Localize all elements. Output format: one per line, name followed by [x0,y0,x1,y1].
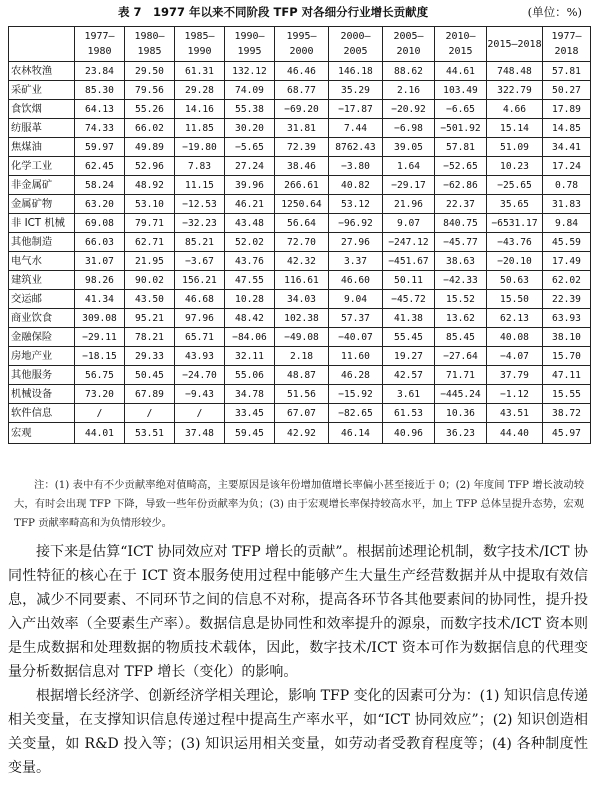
sector-name-cell: 机械设备 [9,385,75,404]
value-cell: 31.07 [75,252,125,271]
value-cell: −29.11 [75,328,125,347]
value-cell: −1.12 [487,385,543,404]
table-row [9,252,591,271]
value-cell: 51.09 [487,138,543,157]
value-cell: 15.70 [543,347,591,366]
value-cell: 46.28 [329,366,383,385]
column-header: 1980—1985 [125,27,175,62]
value-cell: −5.65 [225,138,275,157]
table-row [9,100,591,119]
value-cell: 47.11 [543,366,591,385]
value-cell: 840.75 [435,214,487,233]
table-row [9,157,591,176]
value-cell: 42.32 [275,252,329,271]
value-cell: 14.16 [175,100,225,119]
column-header: 2015—2018 [487,27,543,62]
column-header: 2000—2005 [329,27,383,62]
sector-name-cell: 宏观 [9,423,75,444]
value-cell: −451.67 [383,252,435,271]
value-cell: 37.48 [175,423,225,444]
value-cell: 53.12 [329,195,383,214]
value-cell: −4.07 [487,347,543,366]
value-cell: 55.38 [225,100,275,119]
value-cell: 59.45 [225,423,275,444]
sector-name-cell: 食饮烟 [9,100,75,119]
value-cell: 37.79 [487,366,543,385]
value-cell: 11.60 [329,347,383,366]
value-cell: 21.95 [125,252,175,271]
value-cell: 116.61 [275,271,329,290]
value-cell: 51.56 [275,385,329,404]
value-cell: 63.20 [75,195,125,214]
table-row [9,195,591,214]
value-cell: −84.06 [225,328,275,347]
value-cell: 9.04 [329,290,383,309]
value-cell: 53.10 [125,195,175,214]
column-header: 1990—1995 [225,27,275,62]
value-cell: 62.02 [543,271,591,290]
value-cell: 11.15 [175,176,225,195]
value-cell: 74.33 [75,119,125,138]
value-cell: 10.23 [487,157,543,176]
value-cell: 95.21 [125,309,175,328]
value-cell: 62.71 [125,233,175,252]
value-cell: 61.31 [175,62,225,81]
table-row [9,328,591,347]
value-cell: 38.46 [275,157,329,176]
column-header: 1995—2000 [275,27,329,62]
table-row [9,385,591,404]
value-cell: 66.02 [125,119,175,138]
value-cell: 41.34 [75,290,125,309]
value-cell: 45.97 [543,423,591,444]
body-paragraph: 接下来是估算“ICT 协同效应对 TFP 增长的贡献”。根据前述理论机制，数字技术/ICT 协同性特征的核心在于 ICT 资本服务使用过程中能够产生大量生产经营数据并从中提取有效信息，减少不同要素、不同环节之间的信息不对称，提高各环节各其他要素间的协同性，提升投入产出效率（全要素生产率）。数据信息是协同性和效率提升的源泉，而数字技术/ICT 资本则是生成数据和处理数据的物质技术载体，因此，数字技术/ICT 资本可作为数据信息的代理变量分析数据信息对 TFP 增长（变化）的影响。 [8,544,588,680]
sector-name-cell: 其他服务 [9,366,75,385]
value-cell: 57.81 [435,138,487,157]
body-paragraph: 根据增长经济学、创新经济学相关理论，影响 TFP 变化的因素可分为：(1) 知识信息传递相关变量，在支撑知识信息传递过程中提高生产率水平，如“ICT 协同效应”；(2) 知识创造相关变量，如 R&D 投入等；(3) 知识运用相关变量，如劳动者受教育程度等；(4) 各种制度性变量。 [8,688,588,776]
value-cell: 63.93 [543,309,591,328]
value-cell: 9.07 [383,214,435,233]
value-cell: 50.27 [543,81,591,100]
value-cell: −17.87 [329,100,383,119]
table-unit: (单位：%) [527,5,582,19]
value-cell: 2.16 [383,81,435,100]
value-cell: −49.08 [275,328,329,347]
value-cell: 23.84 [75,62,125,81]
value-cell: 34.03 [275,290,329,309]
value-cell: 15.14 [487,119,543,138]
value-cell: 85.30 [75,81,125,100]
value-cell: 46.21 [225,195,275,214]
sector-name-cell: 电气水 [9,252,75,271]
value-cell: 67.07 [275,404,329,423]
value-cell: 55.06 [225,366,275,385]
value-cell: 58.24 [75,176,125,195]
table-row [9,81,591,100]
sector-name-cell: 金属矿物 [9,195,75,214]
value-cell: −19.80 [175,138,225,157]
column-header: 2005—2010 [383,27,435,62]
value-cell: 48.92 [125,176,175,195]
value-cell: 146.18 [329,62,383,81]
sector-name-cell: 其他制造 [9,233,75,252]
value-cell: 39.05 [383,138,435,157]
value-cell: 11.85 [175,119,225,138]
value-cell: 69.08 [75,214,125,233]
value-cell: −6531.17 [487,214,543,233]
value-cell: 17.49 [543,252,591,271]
value-cell: 43.76 [225,252,275,271]
value-cell: 61.53 [383,404,435,423]
table-row [9,366,591,385]
value-cell: −27.64 [435,347,487,366]
table-row [9,290,591,309]
value-cell: 65.71 [175,328,225,347]
value-cell: 35.65 [487,195,543,214]
table-row [9,119,591,138]
value-cell: 34.78 [225,385,275,404]
value-cell: 31.83 [543,195,591,214]
value-cell: 35.29 [329,81,383,100]
table-row [9,138,591,157]
value-cell: 9.84 [543,214,591,233]
table-row [9,233,591,252]
value-cell: 52.02 [225,233,275,252]
value-cell: 322.79 [487,81,543,100]
value-cell: 10.28 [225,290,275,309]
value-cell: 31.81 [275,119,329,138]
value-cell: 50.11 [383,271,435,290]
value-cell: 29.50 [125,62,175,81]
value-cell: 7.44 [329,119,383,138]
value-cell: 15.55 [543,385,591,404]
value-cell: −52.65 [435,157,487,176]
value-cell: 43.50 [125,290,175,309]
value-cell: 102.38 [275,309,329,328]
value-cell: 40.08 [487,328,543,347]
value-cell: −25.65 [487,176,543,195]
value-cell: 17.24 [543,157,591,176]
value-cell: 8762.43 [329,138,383,157]
value-cell: 49.89 [125,138,175,157]
value-cell: 79.71 [125,214,175,233]
value-cell: 748.48 [487,62,543,81]
table-header-row [9,27,591,62]
value-cell: −501.92 [435,119,487,138]
value-cell: 2.18 [275,347,329,366]
sector-name-cell: 非金属矿 [9,176,75,195]
table-row [9,423,591,444]
value-cell: −18.15 [75,347,125,366]
value-cell: 64.13 [75,100,125,119]
table-row [9,309,591,328]
value-cell: 71.71 [435,366,487,385]
value-cell: −29.17 [383,176,435,195]
value-cell: 97.96 [175,309,225,328]
value-cell: 48.87 [275,366,329,385]
table-row [9,404,591,423]
value-cell: 7.83 [175,157,225,176]
value-cell: −20.10 [487,252,543,271]
value-cell: −9.43 [175,385,225,404]
value-cell: 55.26 [125,100,175,119]
value-cell: 39.96 [225,176,275,195]
value-cell: −445.24 [435,385,487,404]
value-cell: 62.45 [75,157,125,176]
value-cell: −15.92 [329,385,383,404]
sector-name-cell: 房地产业 [9,347,75,366]
tfp-contribution-table [8,26,591,444]
sector-name-cell: 化学工业 [9,157,75,176]
value-cell: 43.48 [225,214,275,233]
value-cell: 132.12 [225,62,275,81]
column-header: 1977—1980 [75,27,125,62]
value-cell: 47.55 [225,271,275,290]
value-cell: 46.60 [329,271,383,290]
table-row [9,62,591,81]
value-cell: 44.61 [435,62,487,81]
value-cell: −62.86 [435,176,487,195]
sector-name-cell: 商业饮食 [9,309,75,328]
value-cell: 46.14 [329,423,383,444]
sector-name-cell: 建筑业 [9,271,75,290]
value-cell: −6.65 [435,100,487,119]
value-cell: 38.63 [435,252,487,271]
value-cell: 79.56 [125,81,175,100]
table-row [9,176,591,195]
value-cell: 30.20 [225,119,275,138]
value-cell: 40.96 [383,423,435,444]
value-cell: 42.57 [383,366,435,385]
value-cell: 55.45 [383,328,435,347]
value-cell: 85.21 [175,233,225,252]
sector-name-cell: 金融保险 [9,328,75,347]
value-cell: 13.62 [435,309,487,328]
sector-name-cell: 焦煤油 [9,138,75,157]
value-cell: 32.11 [225,347,275,366]
table-title: 表 7 1977 年以来不同阶段 TFP 对各细分行业增长贡献度 [118,5,429,19]
value-cell: / [125,404,175,423]
value-cell: 45.59 [543,233,591,252]
value-cell: 15.52 [435,290,487,309]
value-cell: −12.53 [175,195,225,214]
value-cell: 309.08 [75,309,125,328]
value-cell: 22.37 [435,195,487,214]
value-cell: −45.72 [383,290,435,309]
value-cell: 50.45 [125,366,175,385]
value-cell: 266.61 [275,176,329,195]
value-cell: 72.70 [275,233,329,252]
value-cell: 57.37 [329,309,383,328]
value-cell: 48.42 [225,309,275,328]
value-cell: 34.41 [543,138,591,157]
value-cell: 38.10 [543,328,591,347]
value-cell: / [175,404,225,423]
value-cell: 4.66 [487,100,543,119]
table-row [9,271,591,290]
value-cell: 46.46 [275,62,329,81]
value-cell: −43.76 [487,233,543,252]
value-cell: 50.63 [487,271,543,290]
value-cell: −32.23 [175,214,225,233]
table-row [9,347,591,366]
table-body [9,62,591,444]
value-cell: 62.13 [487,309,543,328]
value-cell: 78.21 [125,328,175,347]
value-cell: 27.96 [329,233,383,252]
value-cell: 46.68 [175,290,225,309]
value-cell: 21.96 [383,195,435,214]
value-cell: 0.78 [543,176,591,195]
value-cell: 15.50 [487,290,543,309]
value-cell: 38.72 [543,404,591,423]
value-cell: / [75,404,125,423]
sector-name-cell: 交运邮 [9,290,75,309]
value-cell: −6.98 [383,119,435,138]
table-note: 注：(1) 表中有不少贡献率绝对值畸高，主要原因是该年份增加值增长率偏小甚至接近于 0；(2) 年度间 TFP 增长波动较大，有时会出现 TFP 下降，导致一些年份贡献率为负；(3) 由于宏观增长率保持较高水平，加上 TFP 总体呈提升态势，宏观 TFP 贡献率畸高和为负情形较少。 [14,479,584,529]
sector-name-cell: 采矿业 [9,81,75,100]
header-corner-cell [9,27,75,62]
value-cell: 19.27 [383,347,435,366]
column-header: 1977—2018 [543,27,591,62]
value-cell: 43.51 [487,404,543,423]
value-cell: 40.82 [329,176,383,195]
value-cell: 90.02 [125,271,175,290]
value-cell: 1250.64 [275,195,329,214]
table-row [9,214,591,233]
value-cell: 3.61 [383,385,435,404]
value-cell: 3.37 [329,252,383,271]
column-header: 1985—1990 [175,27,225,62]
value-cell: 36.23 [435,423,487,444]
value-cell: −20.92 [383,100,435,119]
value-cell: 29.28 [175,81,225,100]
value-cell: 41.38 [383,309,435,328]
value-cell: −69.20 [275,100,329,119]
value-cell: 57.81 [543,62,591,81]
value-cell: 43.93 [175,347,225,366]
value-cell: −82.65 [329,404,383,423]
sector-name-cell: 软件信息 [9,404,75,423]
value-cell: 56.75 [75,366,125,385]
value-cell: 44.01 [75,423,125,444]
value-cell: 17.89 [543,100,591,119]
value-cell: 67.89 [125,385,175,404]
value-cell: −42.33 [435,271,487,290]
value-cell: 22.39 [543,290,591,309]
value-cell: −3.67 [175,252,225,271]
value-cell: 73.20 [75,385,125,404]
table-caption [0,4,596,22]
value-cell: 10.36 [435,404,487,423]
value-cell: 33.45 [225,404,275,423]
value-cell: 66.03 [75,233,125,252]
sector-name-cell: 非 ICT 机械 [9,214,75,233]
sector-name-cell: 纺服革 [9,119,75,138]
value-cell: 52.96 [125,157,175,176]
value-cell: 27.24 [225,157,275,176]
value-cell: 74.09 [225,81,275,100]
value-cell: 59.97 [75,138,125,157]
value-cell: 56.64 [275,214,329,233]
value-cell: 156.21 [175,271,225,290]
column-header: 2010—2015 [435,27,487,62]
value-cell: 85.45 [435,328,487,347]
value-cell: −40.07 [329,328,383,347]
value-cell: 72.39 [275,138,329,157]
value-cell: −96.92 [329,214,383,233]
value-cell: 44.40 [487,423,543,444]
value-cell: 29.33 [125,347,175,366]
value-cell: −45.77 [435,233,487,252]
sector-name-cell: 农林牧渔 [9,62,75,81]
value-cell: 88.62 [383,62,435,81]
value-cell: 1.64 [383,157,435,176]
value-cell: 53.51 [125,423,175,444]
value-cell: 98.26 [75,271,125,290]
value-cell: 103.49 [435,81,487,100]
value-cell: −247.12 [383,233,435,252]
value-cell: 42.92 [275,423,329,444]
value-cell: 14.85 [543,119,591,138]
value-cell: −24.70 [175,366,225,385]
value-cell: 68.77 [275,81,329,100]
value-cell: −3.80 [329,157,383,176]
